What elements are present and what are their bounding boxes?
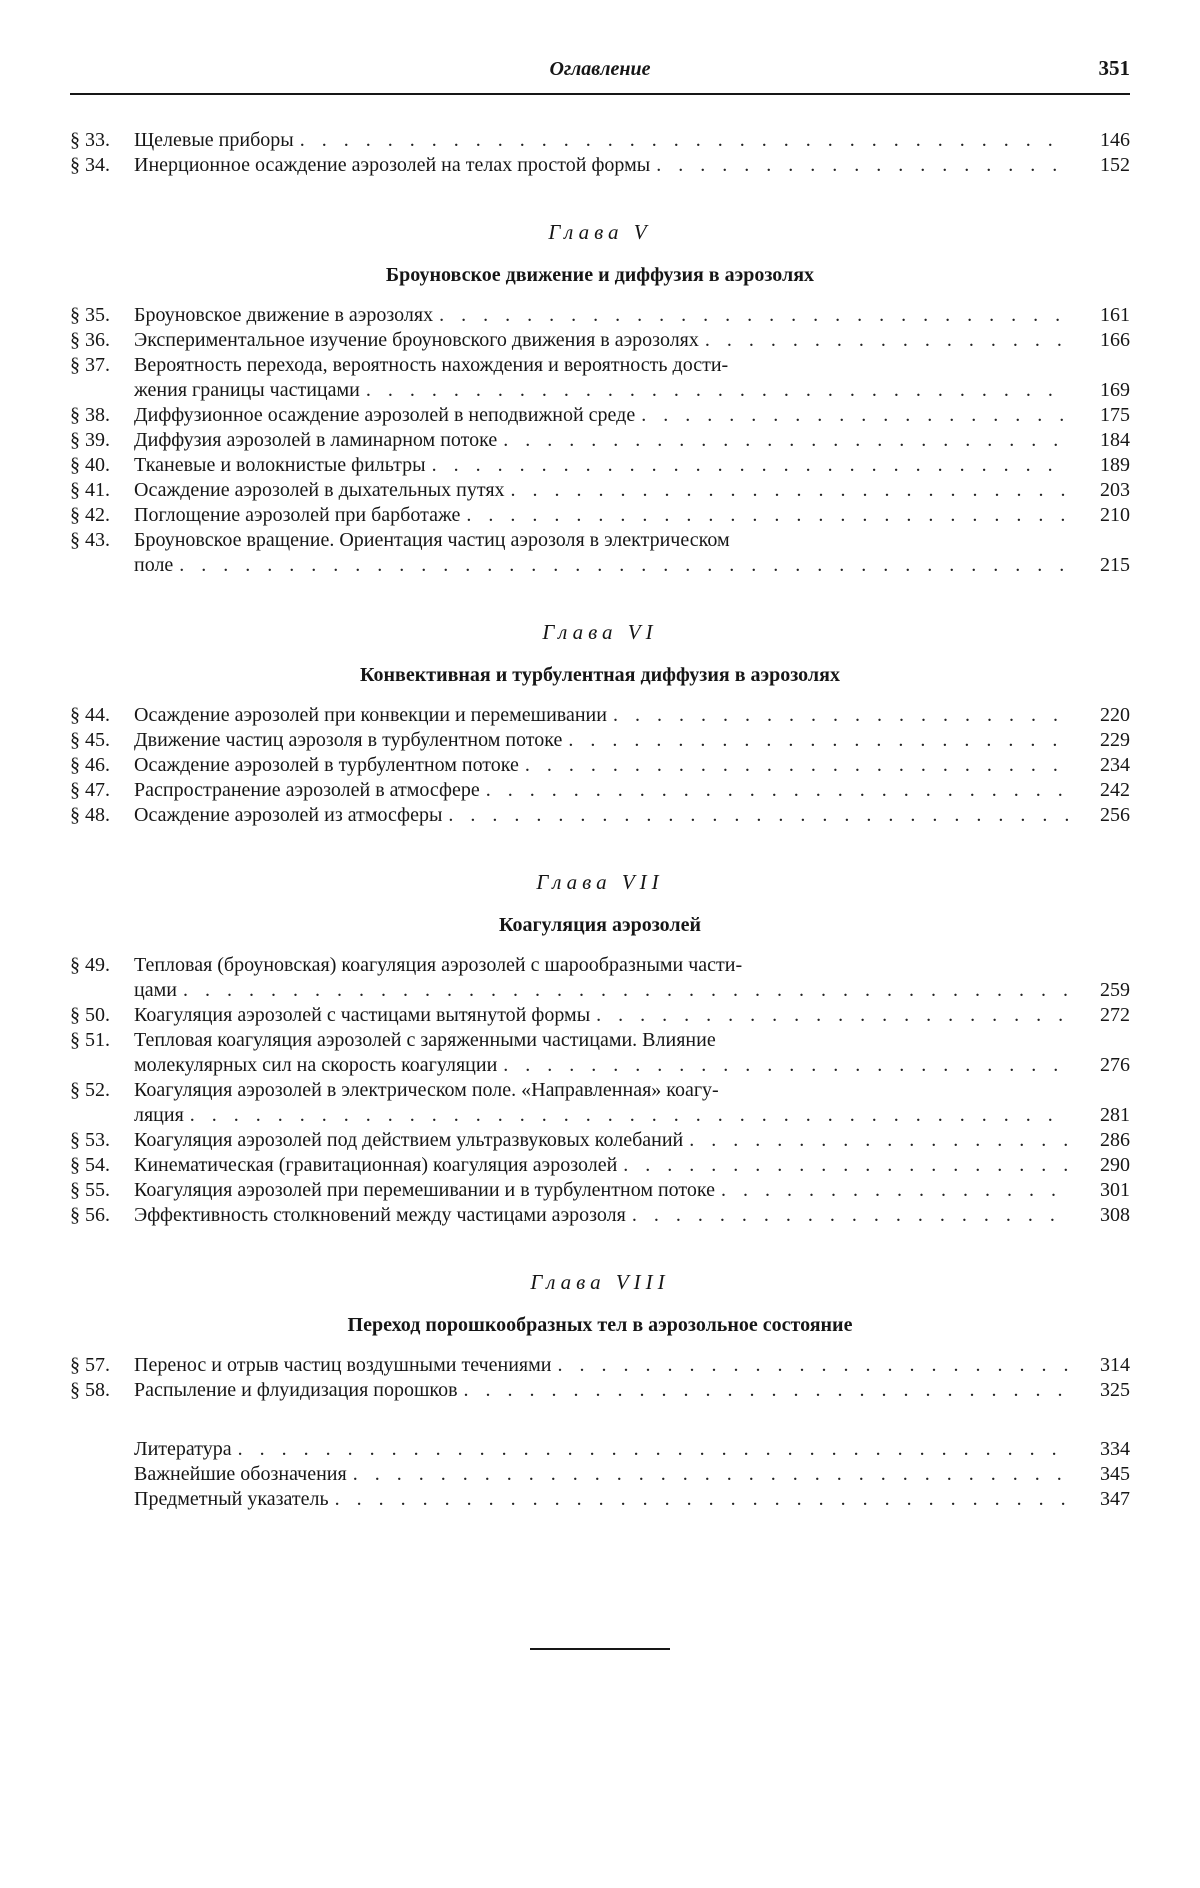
entry-title [134, 1462, 1068, 1487]
toc-entry [70, 803, 1130, 828]
dot-leader [632, 1203, 1068, 1228]
entry-title-text: Литература [134, 1438, 232, 1460]
dot-leader [238, 1437, 1068, 1462]
dot-leader [190, 1103, 1068, 1128]
entry-title-line [134, 1487, 1068, 1512]
entry-title [134, 953, 1068, 1003]
dot-leader [557, 1353, 1068, 1378]
dot-leader [366, 378, 1068, 403]
entry-title-text: Кинематическая (гравитационная) коагуляция аэрозолей [134, 1154, 618, 1176]
toc-entry [70, 1437, 1130, 1462]
entry-title [134, 1028, 1068, 1078]
entry-title [134, 778, 1068, 803]
page-ref: 234 [1100, 754, 1130, 776]
entry-title-text: Перенос и отрыв частиц воздушными течениями [134, 1354, 552, 1376]
section-number: § 45. [70, 729, 110, 751]
dot-leader [656, 153, 1068, 178]
end-rule [530, 1648, 670, 1650]
section-number: § 33. [70, 129, 110, 151]
toc-entry [70, 303, 1130, 328]
section-number: § 49. [70, 954, 110, 976]
entry-title-text: цами [134, 979, 177, 1001]
page-ref: 169 [1100, 379, 1130, 401]
entry-title-line [134, 1103, 1068, 1128]
chapter-section [70, 1270, 1130, 1403]
entry-title-line [134, 953, 1068, 978]
dot-leader [432, 453, 1068, 478]
toc-entry [70, 328, 1130, 353]
chapter-title: Переход порошкообразных тел в аэрозольное состояние [347, 1314, 853, 1336]
entry-title-line [134, 428, 1068, 453]
chapter-label: Глава VII [536, 870, 664, 894]
chapter-title: Броуновское движение и диффузия в аэрозолях [385, 264, 815, 286]
section-number: § 34. [70, 154, 110, 176]
section-number: § 53. [70, 1129, 110, 1151]
section-number: § 51. [70, 1029, 110, 1051]
dot-leader [335, 1487, 1068, 1512]
toc-entry [70, 728, 1130, 753]
dot-leader [511, 478, 1068, 503]
entry-title-line [134, 1028, 1068, 1053]
page-number: 351 [1098, 56, 1130, 80]
entry-title-text: Эффективность столкновений между частицами аэрозоля [134, 1204, 626, 1226]
entry-title-line [134, 1378, 1068, 1403]
entry-title-text: Движение частиц аэрозоля в турбулентном потоке [134, 729, 563, 751]
section-number: § 42. [70, 504, 110, 526]
page-ref: 242 [1100, 779, 1130, 801]
entry-title [134, 428, 1068, 453]
entry-title-line [134, 1128, 1068, 1153]
entry-title-text: Экспериментальное изучение броуновского движения в аэрозолях [134, 329, 699, 351]
entry-title-text: Диффузионное осаждение аэрозолей в неподвижной среде [134, 404, 636, 426]
chapter-title: Коагуляция аэрозолей [498, 914, 702, 936]
section-number: § 37. [70, 354, 110, 376]
entry-title-line [134, 1203, 1068, 1228]
entry-title-line [134, 453, 1068, 478]
toc-entry [70, 528, 1130, 578]
section-number: § 50. [70, 1004, 110, 1026]
toc-entry [70, 1128, 1130, 1153]
section-number: § 38. [70, 404, 110, 426]
entry-title-text: Инерционное осаждение аэрозолей на телах простой формы [134, 154, 651, 176]
toc-entry [70, 503, 1130, 528]
toc-entry [70, 1153, 1130, 1178]
entry-title-text: Осаждение аэрозолей в дыхательных путях [134, 479, 505, 501]
toc-entry [70, 778, 1130, 803]
entry-title-line [134, 753, 1068, 778]
entry-title-line [134, 803, 1068, 828]
entry-title [134, 1003, 1068, 1028]
entry-title [134, 303, 1068, 328]
dot-leader [183, 978, 1068, 1003]
chapter-section [70, 220, 1130, 578]
toc-entry [70, 1003, 1130, 1028]
entry-title [134, 1178, 1068, 1203]
toc-entry [70, 1078, 1130, 1128]
entry-title-line [134, 1078, 1068, 1103]
chapter-section [70, 870, 1130, 1228]
dot-leader [486, 778, 1068, 803]
dot-leader [689, 1128, 1068, 1153]
page-ref: 161 [1100, 304, 1130, 326]
section-number: § 55. [70, 1179, 110, 1201]
dot-leader [721, 1178, 1068, 1203]
entry-title-text: Щелевые приборы [134, 129, 294, 151]
entry-title-text: Распространение аэрозолей в атмосфере [134, 779, 480, 801]
entry-title-text: Осаждение аэрозолей в турбулентном потоке [134, 754, 519, 776]
page-ref: 286 [1100, 1129, 1130, 1151]
entry-title-line [134, 1053, 1068, 1078]
entry-title-text: Коагуляция аэрозолей с частицами вытянутой формы [134, 1004, 591, 1026]
section-number: § 44. [70, 704, 110, 726]
toc-entry [70, 403, 1130, 428]
dot-leader [179, 553, 1068, 578]
entry-title-line [134, 378, 1068, 403]
page-ref: 229 [1100, 729, 1130, 751]
page-ref: 259 [1100, 979, 1130, 1001]
entry-title-line [134, 1153, 1068, 1178]
page-ref: 215 [1100, 554, 1130, 576]
entry-title-text: поле [134, 554, 174, 576]
page-ref: 347 [1100, 1488, 1130, 1510]
entry-title [134, 1487, 1068, 1512]
dot-leader [641, 403, 1068, 428]
entry-title [134, 1378, 1068, 1403]
dot-leader [503, 428, 1068, 453]
entry-title-line [134, 128, 1068, 153]
page-ref: 301 [1100, 1179, 1130, 1201]
entry-title-line [134, 1437, 1068, 1462]
entry-title [134, 1353, 1068, 1378]
entry-title-line [134, 728, 1068, 753]
entry-title-text: Броуновское вращение. Ориентация частиц аэрозоля в электрическом [134, 529, 730, 551]
section-number: § 36. [70, 329, 110, 351]
page-ref: 203 [1100, 479, 1130, 501]
entry-title-line [134, 478, 1068, 503]
page-ref: 184 [1100, 429, 1130, 451]
section-number: § 48. [70, 804, 110, 826]
page-ref: 314 [1100, 1354, 1130, 1376]
entry-title-line [134, 403, 1068, 428]
entry-title [134, 1078, 1068, 1128]
entry-title-line [134, 153, 1068, 178]
page-ref: 345 [1100, 1463, 1130, 1485]
dot-leader [464, 1378, 1068, 1403]
dot-leader [568, 728, 1068, 753]
entry-title [134, 1203, 1068, 1228]
running-header [70, 58, 1130, 88]
entry-title-line [134, 503, 1068, 528]
section-number: § 43. [70, 529, 110, 551]
entry-title [134, 328, 1068, 353]
chapter-label: Глава VI [542, 620, 658, 644]
entry-title [134, 703, 1068, 728]
section-number: § 54. [70, 1154, 110, 1176]
entry-title-line [134, 703, 1068, 728]
entry-title [134, 803, 1068, 828]
toc-entry [70, 1178, 1130, 1203]
entry-title [134, 453, 1068, 478]
entry-title-text: Важнейшие обозначения [134, 1463, 347, 1485]
entry-title [134, 403, 1068, 428]
toc-entry [70, 353, 1130, 403]
entry-title-text: Коагуляция аэрозолей при перемешивании и в турбулентном потоке [134, 1179, 715, 1201]
back-matter [70, 1437, 1130, 1512]
entry-title-text: Тепловая (броуновская) коагуляция аэрозолей с шарообразными части- [134, 954, 743, 976]
toc-entry [70, 1462, 1130, 1487]
page-ref: 220 [1100, 704, 1130, 726]
entry-title-text: Предметный указатель [134, 1488, 329, 1510]
page-ref: 152 [1100, 154, 1130, 176]
page-ref: 276 [1100, 1054, 1130, 1076]
toc-entry [70, 753, 1130, 778]
page-ref: 334 [1100, 1438, 1130, 1460]
entry-title-line [134, 778, 1068, 803]
page-ref: 210 [1100, 504, 1130, 526]
entry-title-text: Распыление и флуидизация порошков [134, 1379, 458, 1401]
entry-title-line [134, 553, 1068, 578]
page-ref: 166 [1100, 329, 1130, 351]
dot-leader [448, 803, 1068, 828]
entry-title-text: ляция [134, 1104, 184, 1126]
entry-title-line [134, 353, 1068, 378]
entry-title-line [134, 303, 1068, 328]
entry-title [134, 753, 1068, 778]
entry-title [134, 503, 1068, 528]
entry-title [134, 478, 1068, 503]
entry-title-text: Осаждение аэрозолей при конвекции и перемешивании [134, 704, 607, 726]
section-number: § 39. [70, 429, 110, 451]
section-number: § 47. [70, 779, 110, 801]
toc-entry [70, 1353, 1130, 1378]
entry-title-text: Диффузия аэрозолей в ламинарном потоке [134, 429, 498, 451]
toc-entry [70, 1487, 1130, 1512]
entry-title-text: жения границы частицами [134, 379, 360, 401]
toc-entry [70, 703, 1130, 728]
chapter-title: Конвективная и турбулентная диффузия в аэрозолях [360, 664, 840, 686]
chapter-section [70, 620, 1130, 828]
entry-title-text: Поглощение аэрозолей при барботаже [134, 504, 461, 526]
toc-entry [70, 153, 1130, 178]
entry-title [134, 1153, 1068, 1178]
page-ref: 290 [1100, 1154, 1130, 1176]
dot-leader [503, 1053, 1068, 1078]
page-ref: 281 [1100, 1104, 1130, 1126]
entry-title-text: Вероятность перехода, вероятность нахождения и вероятность дости- [134, 354, 729, 376]
dot-leader [300, 128, 1068, 153]
toc-entry [70, 478, 1130, 503]
toc-entry [70, 428, 1130, 453]
entry-title-text: Броуновское движение в аэрозолях [134, 304, 434, 326]
section-number: § 52. [70, 1079, 110, 1101]
toc-entry [70, 453, 1130, 478]
page-ref: 272 [1100, 1004, 1130, 1026]
entry-title-line [134, 328, 1068, 353]
section-number: § 46. [70, 754, 110, 776]
toc-entry [70, 953, 1130, 1003]
toc-entry [70, 1028, 1130, 1078]
section-number: § 35. [70, 304, 110, 326]
page-ref: 308 [1100, 1204, 1130, 1226]
entry-title [134, 353, 1068, 403]
entry-title-text: Тепловая коагуляция аэрозолей с заряженными частицами. Влияние [134, 1029, 716, 1051]
dot-leader [623, 1153, 1068, 1178]
entry-title [134, 1437, 1068, 1462]
entry-title [134, 128, 1068, 153]
dot-leader [705, 328, 1068, 353]
page-ref: 146 [1100, 129, 1130, 151]
entry-title-text: Коагуляция аэрозолей в электрическом поле. «Направленная» коагу- [134, 1079, 719, 1101]
entry-title-line [134, 528, 1068, 553]
section-number: § 56. [70, 1204, 110, 1226]
entry-title-line [134, 1462, 1068, 1487]
dot-leader [353, 1462, 1068, 1487]
dot-leader [596, 1003, 1068, 1028]
entry-title-line [134, 1353, 1068, 1378]
entry-title [134, 528, 1068, 578]
chapter-label: Глава V [548, 220, 652, 244]
entry-title-text: Тканевые и волокнистые фильтры [134, 454, 426, 476]
entry-title [134, 1128, 1068, 1153]
header-rule [70, 93, 1130, 95]
section-number: § 57. [70, 1354, 110, 1376]
toc-entry [70, 128, 1130, 153]
entry-title-line [134, 978, 1068, 1003]
dot-leader [439, 303, 1068, 328]
table-of-contents [70, 128, 1130, 1512]
toc-entry [70, 1378, 1130, 1403]
section-number: § 40. [70, 454, 110, 476]
toc-entry [70, 1203, 1130, 1228]
page-ref: 189 [1100, 454, 1130, 476]
dot-leader [466, 503, 1068, 528]
entry-title [134, 153, 1068, 178]
entry-title-text: Осаждение аэрозолей из атмосферы [134, 804, 443, 826]
entry-title-text: Коагуляция аэрозолей под действием ультразвуковых колебаний [134, 1129, 684, 1151]
running-title: Оглавление [549, 58, 651, 80]
page-ref: 175 [1100, 404, 1130, 426]
entry-title-line [134, 1003, 1068, 1028]
dot-leader [525, 753, 1068, 778]
chapter-label: Глава VIII [530, 1270, 670, 1294]
entry-title [134, 728, 1068, 753]
entry-title-line [134, 1178, 1068, 1203]
dot-leader [613, 703, 1068, 728]
entry-title-text: молекулярных сил на скорость коагуляции [134, 1054, 498, 1076]
page-ref: 256 [1100, 804, 1130, 826]
section-number: § 41. [70, 479, 110, 501]
page-ref: 325 [1100, 1379, 1130, 1401]
section-number: § 58. [70, 1379, 110, 1401]
